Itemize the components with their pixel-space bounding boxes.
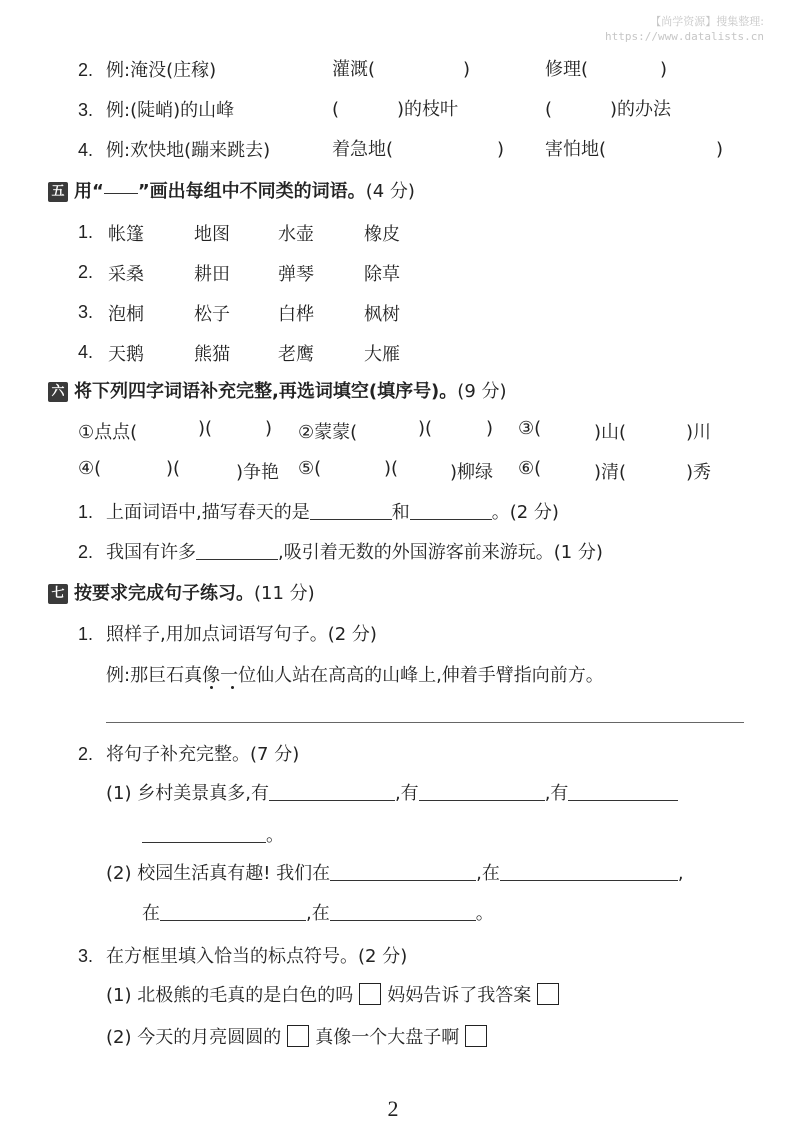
sec6-question-1: 1. 上面词语中,描写春天的是 和 。(2 分) — [78, 502, 559, 523]
idiom-3-b: )山( — [594, 422, 627, 443]
section-five-heading: 五 用“ ”画出每组中不同类的词语。(4 分) — [48, 178, 415, 206]
idiom-2-c: ) — [486, 418, 494, 439]
answer-blank[interactable] — [196, 541, 278, 560]
sec4-item-4-pair-b: 着急地( ) — [332, 139, 505, 160]
sec4-item-4: 4. 例:欢快地(蹦来跳去) — [78, 140, 271, 161]
page-number: 2 — [387, 1096, 399, 1121]
answer-blank[interactable] — [410, 501, 492, 520]
sec4-item-3: 3. 例:(陡峭)的山峰 — [78, 100, 235, 121]
sec7-question-1: 1. 照样子,用加点词语写句子。(2 分) — [78, 624, 377, 645]
section-score: (11 分) — [254, 583, 315, 604]
section-score: (4 分) — [365, 181, 415, 202]
sec7-question-3: 3. 在方框里填入恰当的标点符号。(2 分) — [78, 946, 408, 967]
watermark-title: 【尚学资源】搜集整理: — [650, 15, 764, 28]
answer-blank[interactable] — [568, 782, 678, 801]
watermark — [605, 14, 764, 44]
sec4-item-3-pair-c: ( )的办法 — [545, 99, 672, 120]
idiom-5-a: ⑤( — [298, 458, 322, 479]
sec7-q3-sentence-1: (1) 北极熊的毛真的是白色的吗 妈妈告诉了我答案 — [106, 982, 565, 1010]
word-option[interactable]: 老鹰 — [278, 344, 314, 365]
sec7-q3-sentence-2: (2) 今天的月亮圆圆的 真像一个大盘子啊 — [106, 1024, 493, 1052]
item-number: 1. — [78, 222, 94, 242]
section-badge: 六 — [48, 382, 68, 402]
sec7-example-sentence: 例:那巨石真像一位仙人站在高高的山峰上,伸着手臂指向前方。 — [106, 665, 604, 686]
idiom-2-a: ②蒙蒙( — [298, 422, 358, 443]
idiom-3-a: ③( — [518, 418, 542, 439]
example-pair: 例:淹没(庄稼) — [106, 60, 217, 81]
idiom-4-b: )( — [166, 458, 181, 479]
word-option[interactable]: 采桑 — [108, 264, 144, 285]
sec4-item-2-pair-c: 修理( ) — [545, 59, 668, 80]
answer-blank[interactable] — [330, 902, 476, 921]
word-option[interactable]: 橡皮 — [364, 224, 400, 245]
idiom-6-a: ⑥( — [518, 458, 542, 479]
word-option[interactable]: 泡桐 — [108, 304, 144, 325]
section-badge: 七 — [48, 584, 68, 604]
sec5-item-2 — [78, 258, 106, 286]
item-number: 4. — [78, 342, 94, 362]
word-option[interactable]: 耕田 — [194, 264, 230, 285]
idiom-4-c: )争艳 — [236, 462, 280, 483]
emphasis-dot — [210, 686, 213, 689]
answer-blank[interactable] — [500, 862, 678, 881]
answer-line[interactable] — [106, 722, 744, 723]
sec4-item-2 — [78, 56, 216, 84]
sec7-question-2: 2. 将句子补充完整。(7 分) — [78, 744, 300, 765]
word-option[interactable]: 弹琴 — [278, 264, 314, 285]
punctuation-box[interactable] — [465, 1025, 487, 1047]
section-badge: 五 — [48, 182, 68, 202]
word-option[interactable]: 枫树 — [364, 304, 400, 325]
answer-blank[interactable] — [269, 782, 395, 801]
idiom-3-c: )川 — [686, 422, 712, 443]
item-number: 2. — [78, 262, 94, 282]
item-number: 2. — [78, 60, 94, 80]
word-option[interactable]: 白桦 — [278, 304, 314, 325]
section-score: (9 分) — [457, 381, 507, 402]
idiom-1-b: )( — [198, 418, 213, 439]
sec4-item-2-pair-b: 灌溉( ) — [332, 59, 471, 80]
idiom-5-b: )( — [384, 458, 399, 479]
item-number: 3. — [78, 302, 94, 322]
answer-blank[interactable] — [310, 501, 392, 520]
answer-blank[interactable] — [142, 824, 266, 843]
sec4-item-4-pair-c: 害怕地( ) — [545, 139, 724, 160]
idiom-1-a: ①点点( — [78, 422, 138, 443]
sec5-item-3 — [78, 298, 106, 326]
punctuation-box[interactable] — [287, 1025, 309, 1047]
idiom-2-b: )( — [418, 418, 433, 439]
answer-blank[interactable] — [419, 782, 545, 801]
section-six-heading: 六 将下列四字词语补充完整,再选词填空(填序号)。(9 分) — [48, 378, 507, 406]
sec5-item-4 — [78, 338, 106, 366]
word-option[interactable]: 水壶 — [278, 224, 314, 245]
word-option[interactable]: 地图 — [194, 224, 230, 245]
word-option[interactable]: 除草 — [364, 264, 400, 285]
idiom-1-c: ) — [265, 418, 273, 439]
watermark-url: https://www.datalists.cn — [605, 30, 764, 43]
word-option[interactable]: 大雁 — [364, 344, 400, 365]
sec6-question-2: 2. 我国有许多 ,吸引着无数的外国游客前来游玩。(1 分) — [78, 542, 603, 563]
sec7-q2-sentence-2-cont: 在 ,在 。 — [142, 903, 494, 924]
idiom-5-c: )柳绿 — [450, 462, 494, 483]
punctuation-box[interactable] — [537, 983, 559, 1005]
word-option[interactable]: 帐篷 — [108, 224, 144, 245]
section-seven-heading: 七 按要求完成句子练习。(11 分) — [48, 580, 315, 608]
sec4-item-3-pair-b: ( )的枝叶 — [332, 99, 459, 120]
emphasis-dot — [231, 686, 234, 689]
sec5-item-1 — [78, 218, 106, 246]
word-option[interactable]: 天鹅 — [108, 344, 144, 365]
sec7-q2-sentence-2: (2) 校园生活真有趣! 我们在 ,在 , — [106, 863, 684, 884]
word-option[interactable]: 熊猫 — [194, 344, 230, 365]
answer-blank[interactable] — [160, 902, 306, 921]
idiom-6-b: )清( — [594, 462, 627, 483]
idiom-4-a: ④( — [78, 458, 102, 479]
sec7-q2-sentence-1: (1) 乡村美景真多,有 ,有 ,有 — [106, 780, 678, 808]
idiom-6-c: )秀 — [686, 462, 712, 483]
answer-blank[interactable] — [330, 862, 476, 881]
sec7-q2-sentence-1-cont: 。 — [142, 822, 284, 850]
punctuation-box[interactable] — [359, 983, 381, 1005]
word-option[interactable]: 松子 — [194, 304, 230, 325]
